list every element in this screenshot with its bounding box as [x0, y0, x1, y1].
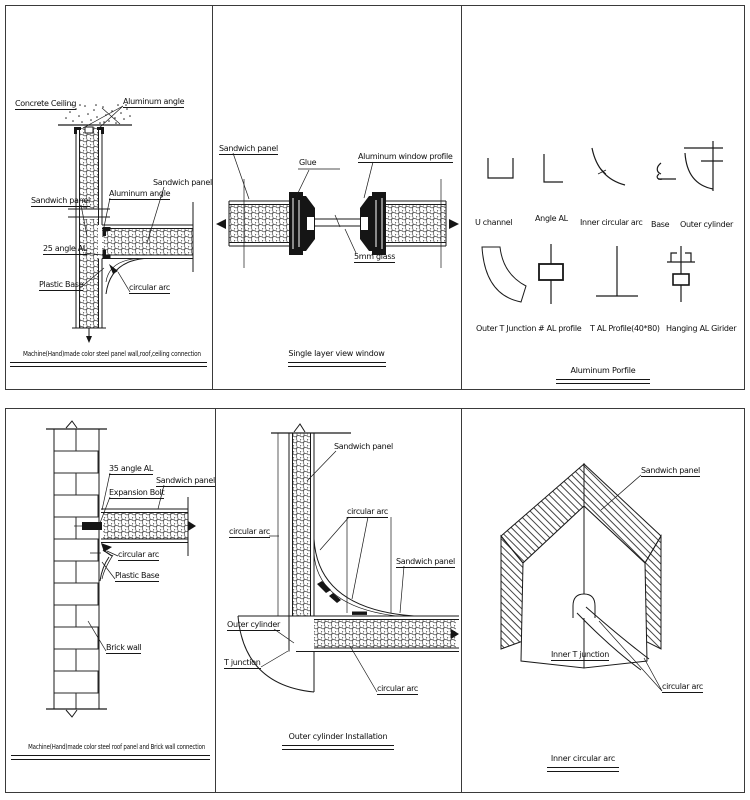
label-sandwich-panel: Sandwich panel	[641, 466, 700, 475]
panel-wall-roof-ceiling-connection	[6, 6, 211, 389]
label-circular-arc: circular arc	[118, 550, 159, 559]
label-al-profile: # AL profile	[538, 324, 582, 333]
label-circular-arc-bottom: circular arc	[377, 684, 418, 693]
base-icon	[657, 163, 676, 179]
label-5mm-glass: 5mm glass	[354, 252, 396, 261]
label-sandwich-panel-right: Sandwich panel	[153, 178, 212, 187]
label-sandwich-panel: Sandwich panel	[156, 476, 215, 485]
label-inner-circular-arc: Inner circular arc	[580, 218, 643, 227]
label-plastic-base: Plastic Base	[39, 280, 84, 289]
label-t-junction: T junction	[224, 658, 261, 667]
bottom-row-frame	[5, 408, 745, 793]
label-25-angle-al: 25 angle AL	[43, 244, 88, 253]
label-sandwich-panel: Sandwich panel	[219, 144, 278, 153]
t-al-profile-icon	[596, 246, 638, 296]
title-underline	[547, 767, 619, 772]
label-sandwich-panel-right: Sandwich panel	[396, 557, 455, 566]
hanging-al-girder-icon	[667, 246, 695, 302]
label-expansion-bolt: Expansion Bolt	[109, 488, 165, 497]
view-window-drawing	[213, 6, 460, 389]
label-circular-arc-mid: circular arc	[347, 507, 388, 516]
top-row-frame	[5, 5, 745, 390]
label-outer-cylinder: Outer cylinder	[227, 620, 280, 629]
outer-cylinder-icon	[684, 141, 723, 191]
title-underline	[282, 745, 394, 750]
outer-t-junction-icon	[482, 247, 526, 302]
panel-roof-brick-wall-connection	[6, 409, 214, 792]
label-t-al-profile: T AL Profile(40*80)	[590, 324, 660, 333]
label-circular-arc: circular arc	[129, 283, 170, 292]
label-inner-t-junction: Inner T junction	[551, 650, 609, 659]
label-glue: Glue	[299, 158, 317, 167]
title-underline	[288, 362, 386, 367]
panel-aluminum-profile	[462, 6, 744, 389]
label-sandwich-panel-left: Sandwich panel	[31, 196, 90, 205]
al-profile-icon	[539, 244, 563, 304]
label-aluminum-window-profile: Aluminum window profile	[358, 152, 453, 161]
label-concrete-ceiling: Concrete Ceiling	[15, 99, 77, 108]
u-channel-icon	[488, 158, 513, 178]
panel-title: Aluminum Porfile	[462, 358, 744, 384]
label-aluminum-angle-mid: Aluminum angle	[109, 189, 171, 198]
title-underline	[556, 379, 650, 384]
label-aluminum-angle-top: Aluminum angle	[123, 97, 185, 106]
label-circular-arc: circular arc	[662, 682, 703, 691]
inner-circular-arc-icon	[592, 148, 625, 185]
title-underline	[10, 362, 207, 367]
label-outer-t-junction: Outer T Junction	[476, 324, 537, 333]
label-35-angle-al: 35 angle AL	[109, 464, 154, 473]
panel-title: Inner circular arc	[422, 746, 744, 772]
label-base: Base	[651, 220, 670, 229]
panel-outer-cylinder-installation	[216, 409, 460, 792]
angle-al-icon	[544, 154, 563, 182]
panel-title: Machine(Hand)made color steel roof panel and Brick wall connection	[6, 734, 214, 760]
panel-title: Machine(Hand)made color steel panel wall,roof,ceiling connection	[6, 341, 211, 367]
panel-inner-circular-arc	[462, 409, 744, 792]
label-u-channel: U channel	[475, 218, 513, 227]
label-angle-al: Angle AL	[535, 214, 568, 223]
panel-single-layer-view-window	[213, 6, 460, 389]
label-plastic-base: Plastic Base	[115, 571, 160, 580]
leader-lines	[261, 451, 404, 692]
title-underline	[11, 755, 210, 760]
label-brick-wall: Brick wall	[106, 643, 142, 652]
label-sandwich-panel-top: Sandwich panel	[334, 442, 393, 451]
label-circular-arc-left: circular arc	[229, 527, 270, 536]
label-hanging-al-girder: Hanging AL Girider	[666, 324, 737, 333]
label-outer-cylinder: Outer cylinder	[680, 220, 733, 229]
inner-circular-arc-drawing	[462, 409, 744, 792]
panel-title: Single layer view window	[213, 341, 460, 367]
panel-title: Outer cylinder Installation	[216, 724, 460, 750]
